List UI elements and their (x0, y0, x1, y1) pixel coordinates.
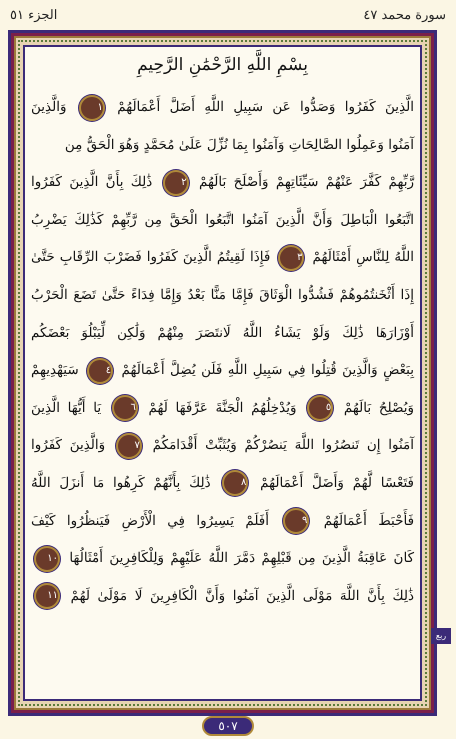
verse-text: أَوْزَارَهَا ذَٰلِكَ وَلَوْ يَشَاءُ اللَّهُ لَانتَصَرَ مِنْهُمْ وَلَٰكِن لِّيَبْلُوَ بَعْضَكُم (31, 324, 414, 341)
verse-line (25, 315, 420, 353)
page-header (10, 2, 446, 28)
verse-text: إِذَا أَثْخَنتُمُوهُمْ فَشُدُّوا الْوَثَاقَ فَإِمَّا مَنًّا بَعْدُ وَإِمَّا فِدَاءً حَتَّىٰ تَضَعَ الْحَرْبُ (31, 286, 414, 303)
verse-text: وَيُدْخِلُهُمُ الْجَنَّةَ عَرَّفَهَا لَهُمْ (148, 399, 297, 416)
verse-line (25, 202, 420, 240)
verse-text: وَالَّذِينَ (31, 99, 67, 115)
verse-line (25, 427, 420, 465)
ayah-marker: ٣ (278, 245, 304, 271)
hizb-marker: ربع (431, 628, 451, 644)
page-footer (0, 715, 456, 737)
text-area (23, 45, 422, 701)
ayah-marker: ٥ (307, 395, 333, 421)
verse-lines (25, 89, 420, 615)
verse-line (25, 127, 420, 165)
verse-line (25, 89, 420, 127)
verse-text: الَّذِينَ كَفَرُوا وَصَدُّوا عَن سَبِيلِ اللَّهِ أَضَلَّ أَعْمَالَهُمْ (117, 99, 415, 115)
frame-border (14, 36, 447, 710)
verse-text: اتَّبَعُوا الْبَاطِلَ وَأَنَّ الَّذِينَ آمَنُوا اتَّبَعُوا الْحَقَّ مِن رَّبِّهِمْ كَذَٰلِكَ يَضْرِبُ (31, 211, 414, 228)
verse-text: ذَٰلِكَ بِأَنَّ الَّذِينَ كَفَرُوا (31, 174, 153, 191)
ayah-marker: ٦ (112, 395, 138, 421)
verse-line (25, 540, 420, 578)
verse-text: رَّبِّهِمْ كَفَّرَ عَنْهُمْ سَيِّئَاتِهِمْ وَأَصْلَحَ بَالَهُمْ (199, 174, 414, 191)
ornamental-frame (8, 30, 447, 716)
verse-line (25, 503, 420, 541)
ayah-marker: ١ (79, 95, 105, 121)
verse-text: فَإِذَا لَقِيتُمُ الَّذِينَ كَفَرُوا فَضَرْبَ الرِّقَابِ حَتَّىٰ (31, 249, 271, 266)
surah-name: سورة محمد ٤٧ (363, 7, 446, 23)
verse-text: ذَٰلِكَ بِأَنَّهُمْ كَرِهُوا مَا أَنزَلَ اللَّهُ (31, 474, 211, 491)
verse-text: أَفَلَمْ يَسِيرُوا فِي الْأَرْضِ فَيَنظُرُوا كَيْفَ (31, 512, 270, 529)
ayah-marker: ٢ (163, 170, 189, 196)
verse-text: آمَنُوا وَعَمِلُوا الصَّالِحَاتِ وَآمَنُوا بِمَا نُزِّلَ عَلَىٰ مُحَمَّدٍ وَهُوَ الْحَقُّ مِن (64, 136, 414, 153)
ayah-marker: ٧ (116, 433, 142, 459)
verse-text: يَا أَيُّهَا الَّذِينَ (31, 399, 102, 416)
verse-line (25, 277, 420, 315)
verse-text: سَيَهْدِيهِمْ (31, 362, 79, 379)
juz-label: الجزء ٥١ (10, 7, 58, 23)
verse-line (25, 390, 420, 428)
verse-line (25, 578, 420, 616)
verse-text: آمَنُوا إِن تَنصُرُوا اللَّهَ يَنصُرْكُمْ وَيُثَبِّتْ أَقْدَامَكُمْ (152, 437, 414, 454)
verse-text: كَانَ عَاقِبَةُ الَّذِينَ مِن قَبْلِهِمْ دَمَّرَ اللَّهُ عَلَيْهِمْ وَلِلْكَافِرِينَ أَمْثَالُهَا (69, 550, 415, 567)
verse-text: وَالَّذِينَ كَفَرُوا (31, 437, 106, 454)
verse-text: اللَّهُ لِلنَّاسِ أَمْثَالَهُمْ (312, 249, 414, 266)
verse-text: ذَٰلِكَ بِأَنَّ اللَّهَ مَوْلَى الَّذِينَ آمَنُوا وَأَنَّ الْكَافِرِينَ لَا مَوْلَىٰ لَهُمْ (70, 587, 414, 604)
verse-line (25, 352, 420, 390)
ayah-marker: ٨ (222, 470, 248, 496)
page-number: ٥٠٧ (202, 716, 253, 736)
verse-line (25, 465, 420, 503)
ayah-marker: ١٠ (34, 546, 60, 572)
verse-text: فَتَعْسًا لَّهُمْ وَأَضَلَّ أَعْمَالَهُمْ (260, 474, 414, 491)
ayah-marker: ٩ (283, 508, 309, 534)
verse-line (25, 239, 420, 277)
verse-text: فَأَحْبَطَ أَعْمَالَهُمْ (323, 512, 415, 529)
verse-line (25, 164, 420, 202)
basmala: بِسْمِ اللَّهِ الرَّحْمَٰنِ الرَّحِيمِ (137, 55, 308, 75)
ayah-marker: ١١ (34, 583, 60, 609)
verse-text: بِبَعْضٍ وَالَّذِينَ قُتِلُوا فِي سَبِيلِ اللَّهِ فَلَن يُضِلَّ أَعْمَالَهُمْ (121, 362, 414, 379)
ayah-marker: ٤ (87, 358, 113, 384)
verse-text: وَيُصْلِحُ بَالَهُمْ (343, 399, 414, 416)
